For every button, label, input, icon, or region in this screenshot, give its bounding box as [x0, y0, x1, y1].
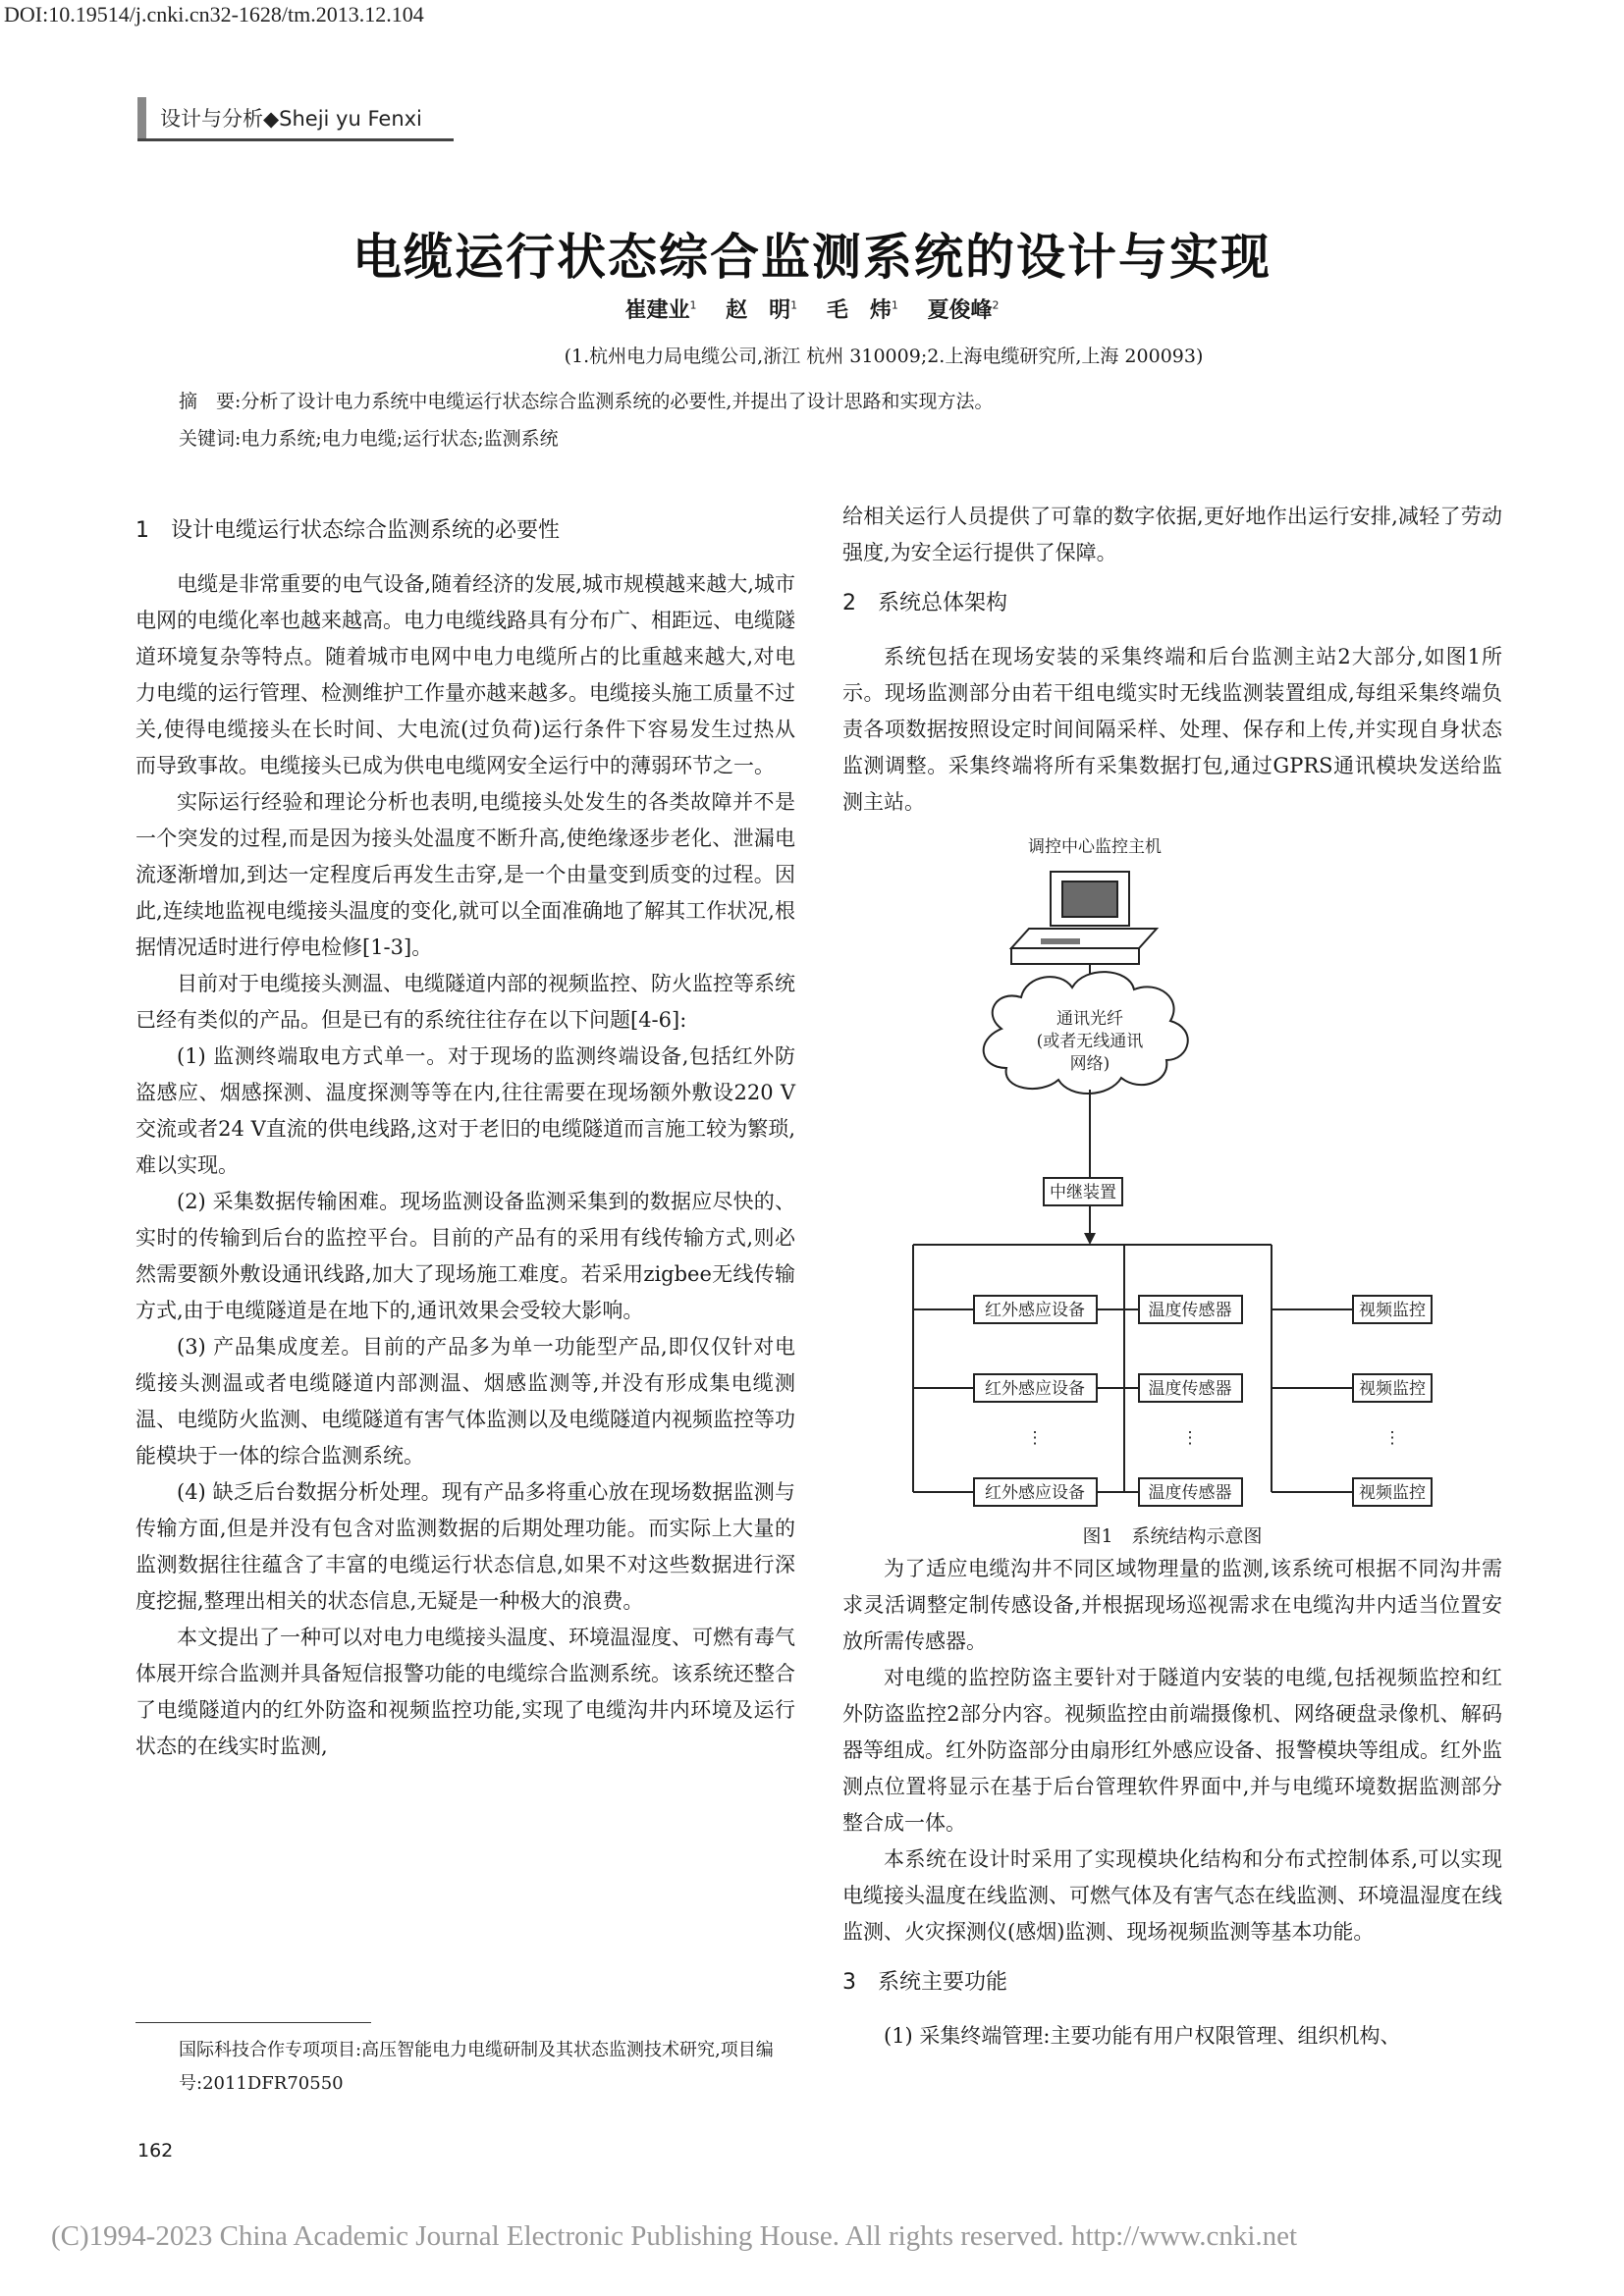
section-heading: 3 系统主要功能 — [842, 1970, 1007, 1995]
keywords: 关键词:电力系统;电力电缆;运行状态;监测系统 — [179, 428, 559, 450]
section-heading: 2 系统总体架构 — [842, 591, 1007, 615]
svg-text:(或者无线通讯: (或者无线通讯 — [1036, 1032, 1144, 1051]
figure-svg — [903, 832, 1453, 1520]
column-tag — [137, 96, 422, 139]
paragraph: 目前对于电缆接头测温、电缆隧道内部的视频监控、防火监控等系统已经有类似的产品。但是已有的系统往往存在以下问题[4-6]: — [135, 972, 795, 1032]
svg-text:视频监控: 视频监控 — [1359, 1301, 1426, 1320]
svg-text:温度传感器: 温度传感器 — [1148, 1483, 1232, 1503]
svg-text:红外感应设备: 红外感应设备 — [985, 1379, 1085, 1399]
paragraph: (2) 采集数据传输困难。现场监测设备监测采集到的数据应尽快的、实时的传输到后台的监控平台。目前的产品有的采用有线传输方式,则必然需要额外敷设通讯线路,加大了现场施工难度。若采用zigbee无线传输方式,由于电缆隧道是在地下的,通讯效果会受较大影响。 — [135, 1190, 795, 1322]
svg-text:网络): 网络) — [1069, 1054, 1110, 1074]
author: 夏俊峰$^2$ — [927, 298, 1000, 323]
computer-icon — [1011, 872, 1157, 964]
footnote: 国际科技合作专项项目:高压智能电力电缆研制及其状态监测技术研究,项目编号:2011DFR70550 — [179, 2040, 774, 2094]
paragraph: (4) 缺乏后台数据分析处理。现有产品多将重心放在现场数据监测与传输方面,但是并没有包含对监测数据的后期处理功能。而实际上大量的监测数据往往蕴含了丰富的电缆运行状态信息,如果不对这些数据进行深度挖掘,整理出相关的状态信息,无疑是一种极大的浪费。 — [135, 1480, 795, 1613]
footnote-rule — [135, 2022, 371, 2023]
abstract-block — [179, 383, 1475, 457]
column-tag-text: 设计与分析◆Sheji yu Fenxi — [160, 107, 422, 131]
ellipsis: ⋮ — [1383, 1428, 1401, 1448]
paragraph: (1) 监测终端取电方式单一。对于现场的监测终端设备,包括红外防盗感应、烟感探测、温度探测等等在内,往往需要在现场额外敷设220 V交流或者24 V直流的供电线路,这对于老旧的电缆隧道而言施工较为繁琐,难以实现。 — [135, 1044, 795, 1177]
paragraph: 本系统在设计时采用了实现模块化结构和分布式控制体系,可以实现电缆接头温度在线监测、可燃气体及有害气态在线监测、环境温湿度在线监测、火灾探测仪(感烟)监测、现场视频监测等基本功能。 — [842, 1847, 1502, 1944]
paragraph: 为了适应电缆沟井不同区域物理量的监测,该系统可根据不同沟井需求灵活调整定制传感设备,并根据现场巡视需求在电缆沟井内适当位置安放所需传感器。 — [842, 1557, 1502, 1653]
right-column-top — [842, 499, 1502, 821]
network-cloud-icon — [984, 972, 1188, 1094]
paragraph: 系统包括在现场安装的采集终端和后台监测主站2大部分,如图1所示。现场监测部分由若干组电缆实时无线监测装置组成,每组采集终端负责各项数据按照设定时间间隔采样、处理、保存和上传,并实现自身状态监测调整。采集终端将所有采集数据打包,通过GPRS通讯模块发送给监测主站。 — [842, 645, 1502, 814]
ellipsis: ⋮ — [1026, 1428, 1044, 1448]
paragraph: 对电缆的监控防盗主要针对于隧道内安装的电缆,包括视频监控和红外防盗监控2部分内容。视频监控由前端摄像机、网络硬盘录像机、解码器等组成。红外防盗部分由扇形红外感应设备、报警模块等组成。红外监测点位置将显示在基于后台管理软件界面中,并与电缆环境数据监测部分整合成一体。 — [842, 1666, 1502, 1835]
svg-text:红外感应设备: 红外感应设备 — [985, 1483, 1085, 1503]
paragraph: (3) 产品集成度差。目前的产品多为单一功能型产品,即仅仅针对电缆接头测温或者电缆隧道内部测温、烟感监测等,并没有形成集电缆测温、电缆防火监测、电缆隧道有害气体监测以及电缆隧道内视频监控等功能模块于一体的综合监测系统。 — [135, 1335, 795, 1468]
author: 毛 炜$^1$ — [826, 298, 898, 323]
copyright-notice: (C)1994-2023 China Academic Journal Electronic Publishing House. All rights reserved. http://www.cnki.net — [51, 2220, 1298, 2252]
affiliations: (1.杭州电力局电缆公司,浙江 杭州 310009;2.上海电缆研究所,上海 200093) — [564, 346, 1204, 367]
paragraph: 本文提出了一种可以对电力电缆接头温度、环境温湿度、可燃有毒气体展开综合监测并具备短信报警功能的电缆综合监测系统。该系统还整合了电缆隧道内的红外防盗和视频监控功能,实现了电缆沟井内环境及运行状态的在线实时监测, — [135, 1626, 795, 1758]
figure-top-label: 调控中心监控主机 — [1028, 837, 1162, 857]
svg-text:温度传感器: 温度传感器 — [1148, 1379, 1232, 1399]
doi-line: DOI:10.19514/j.cnki.cn32-1628/tm.2013.12.104 — [4, 2, 424, 27]
page-number: 162 — [137, 2140, 174, 2162]
section-heading: 1 设计电缆运行状态综合监测系统的必要性 — [135, 518, 560, 543]
abstract: 摘 要:分析了设计电力系统中电缆运行状态综合监测系统的必要性,并提出了设计思路和实现方法。 — [179, 391, 994, 412]
author: 崔建业$^1$ — [624, 298, 697, 323]
paragraph: 给相关运行人员提供了可靠的数字依据,更好地作出运行安排,减轻了劳动强度,为安全运行提供了保障。 — [842, 505, 1502, 564]
svg-text:视频监控: 视频监控 — [1359, 1379, 1426, 1399]
author: 赵 明$^1$ — [726, 298, 798, 323]
paragraph: (1) 采集终端管理:主要功能有用户权限管理、组织机构、 — [884, 2024, 1401, 2048]
paper-title: 电缆运行状态综合监测系统的设计与实现 — [352, 229, 1272, 286]
svg-text:红外感应设备: 红外感应设备 — [985, 1301, 1085, 1320]
left-column — [135, 499, 795, 1765]
author-list — [0, 294, 1624, 324]
svg-text:视频监控: 视频监控 — [1359, 1483, 1426, 1503]
right-column-bottom — [842, 1551, 1502, 2055]
svg-text:通讯光纤: 通讯光纤 — [1056, 1009, 1123, 1029]
figure-caption: 图1 系统结构示意图 — [1082, 1525, 1263, 1547]
system-structure-figure — [903, 832, 1453, 1523]
ellipsis: ⋮ — [1181, 1428, 1199, 1448]
paragraph: 电缆是非常重要的电气设备,随着经济的发展,城市规模越来越大,城市电网的电缆化率也越来越高。电力电缆线路具有分布广、相距远、电缆隧道环境复杂等特点。随着城市电网中电力电缆所占的比重越来越大,对电力电缆的运行管理、检测维护工作量亦越来越多。电缆接头施工质量不过关,使得电缆接头在长时间、大电流(过负荷)运行条件下容易发生过热从而导致事故。电缆接头已成为供电电缆网安全运行中的薄弱环节之一。 — [135, 572, 795, 777]
svg-text:温度传感器: 温度传感器 — [1148, 1301, 1232, 1320]
header-rule — [137, 138, 454, 141]
column-tag-bar — [137, 97, 146, 138]
relay-label: 中继装置 — [1050, 1183, 1116, 1202]
paragraph: 实际运行经验和理论分析也表明,电缆接头处发生的各类故障并不是一个突发的过程,而是因为接头处温度不断升高,使绝缘逐步老化、泄漏电流逐渐增加,到达一定程度后再发生击穿,是一个由量变到质变的过程。因此,连续地监视电缆接头温度的变化,就可以全面准确地了解其工作状况,根据情况适时进行停电检修[1-3]。 — [135, 790, 795, 959]
